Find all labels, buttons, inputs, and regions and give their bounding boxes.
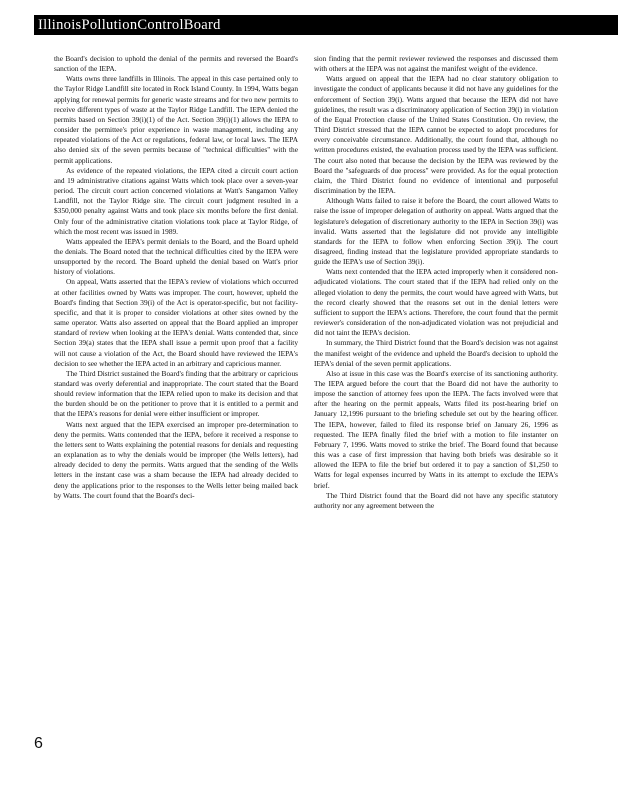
paragraph: the Board's decision to uphold the denial of the permits and reversed the Board's sanction of the IEPA.: [54, 54, 298, 74]
paragraph: The Third District found that the Board did not have any specific statutory authority nor any agreement between the: [314, 490, 558, 510]
paragraph: Watts next contended that the IEPA acted improperly when it considered non-adjudicated violations. The court stated that if the IEPA had relied only on the alleged violation to deny the permits, the court would have agreed with Watts, but the record clearly showed that the reasons set out in the denial letters were sufficient to support the IEPA's actions. Therefore, the court found that the permit reviewer's consideration of the non-adjudicated violation was not prejudicial and did not taint the IEPA's decision.: [314, 267, 558, 338]
paragraph: On appeal, Watts asserted that the IEPA's review of violations which occurred at other facilities owned by Watts was improper. The court, however, upheld the Board's finding that Section 39(i) of the Act is operator-specific, but not facility-specific, and that it is proper to consider violations at other sites owned by the same operator. Watts also asserted on appeal that the Board applied an improper standard of review when looking at the IEPA's denial. Watts contended that, since Section 39(a) states that the IEPA shall issue a permit upon proof that a facility will not cause a violation of the Act, the Board should have reviewed the IEPA's decision to see whether the IEPA acted in an arbitrary and capricious manner.: [54, 277, 298, 368]
paragraph: sion finding that the permit reviewer reviewed the responses and discussed them with others at the IEPA was not against the manifest weight of the evidence.: [314, 54, 558, 74]
paragraph: Watts next argued that the IEPA exercised an improper pre-determination to deny the permits. Watts contended that the IEPA, before it received a response to the letters sent to Watts explaining the potential reasons for denials and requesting an explanation as to why the denials would be improper (the Wells letters), had already decided to deny the permits. Watts argued that the sending of the Wells letters in the instant case was a sham because the IEPA had already decided to deny the applications prior to the responses to the Wells letter being mailed back by Watts. The court found that the Board's deci-: [54, 419, 298, 500]
paragraph: Although Watts failed to raise it before the Board, the court allowed Watts to raise the issue of improper delegation of authority on appeal. Watts argued that the legislature's delegation of discretionary authority to the IEPA in Section 39(i) was invalid. Watts asserted that the legislature did not provide any intelligible standards for the IEPA to follow when enforcing Section 39(i). The court disagreed, finding instead that the legislature provided appropriate standards to guide the IEPA's use of Section 39(i).: [314, 196, 558, 267]
paragraph: In summary, the Third District found that the Board's decision was not against the manifest weight of the evidence and upheld the Board's decision to uphold the IEPA's denial of the seven permit applications.: [314, 338, 558, 368]
paragraph: The Third District sustained the Board's finding that the arbitrary or capricious standard was overly deferential and inappropriate. The court stated that the Board should review information that the IEPA relied upon to make its decision and that the burden should be on the petitioner to prove that it is entitled to a permit and that the IEPA's reasons for denial were either insufficient or improper.: [54, 368, 298, 419]
newsletter-title: IllinoisPollutionControlBoard: [38, 17, 221, 33]
paragraph: Watts argued on appeal that the IEPA had no clear statutory obligation to investigate the conduct of applicants because it did not have any guidelines for the enforcement of Section 39(i). Watts argued that because the IEPA did not have guidelines, the result was a discriminatory application of Section 39(i) in violation of the Equal Protection clause of the United States Constitution. On review, the Third District stressed that the IEPA cannot be expected to adopt procedures for every conceivable circumstance. Additionally, the court found that, although no written procedures existed, the evaluation process used by the IEPA was sufficient. The court also noted that because the decision by the IEPA was reviewed by the Board the "safeguards of due process" were provided. As for the equal protection claim, the Third District found no evidence of intentional and purposeful discrimination by the IEPA.: [314, 74, 558, 196]
paragraph: Watts appealed the IEPA's permit denials to the Board, and the Board upheld the denials. The Board noted that the technical difficulties cited by the IEPA were unsupported by the record. The Board upheld the denial based on Watt's prior history of violations.: [54, 236, 298, 277]
paragraph: As evidence of the repeated violations, the IEPA cited a circuit court action and 19 administrative citations against Watts which took place over a seven-year period. The circuit court action concerned violations at Watt's Sangamon Valley Landfill, not the Taylor Ridge site. The circuit court judgment resulted in a $350,000 penalty against Watts and took place six months before the first denial. Only four of the administrative citation violations took place at Taylor Ridge, of which the most recent was issued in 1989.: [54, 165, 298, 236]
right-text-column: [314, 54, 558, 511]
page-number: 6: [34, 735, 43, 752]
header-bar: [34, 15, 618, 35]
left-text-column: [54, 54, 298, 501]
paragraph: Also at issue in this case was the Board's exercise of its sanctioning authority. The IEPA argued before the court that the Board did not have the authority to impose the sanction of attorney fees upon the IEPA. The facts involved were that after the hearing on the permit appeals, Watts filed its post-hearing brief on January 12,1996 pursuant to the briefing schedule set out by the hearing officer. The IEPA, however, failed to filed its response brief on January 26, 1996 as requested. The IEPA finally filed the brief with a motion to file instanter on February 7, 1996. Watts moved to strike the brief. The Board found that because this was a case of first impression that having both briefs was desirable so it allowed the IEPA to file the brief but ordered it to pay a sanction of $1,250 to Watts for legal expenses incurred by Watts in its attempt to exclude the IEPA's brief.: [314, 368, 558, 490]
paragraph: Watts owns three landfills in Illinois. The appeal in this case pertained only to the Taylor Ridge Landfill site located in Rock Island County. In 1994, Watts began applying for renewal permits for generic waste streams and for two new permits to receive different types of waste at the Taylor Ridge Landfill. The IEPA denied the permits based on Section 39(i)(1) of the Act. Section 39(i)(1) allows the IEPA to consider the permittee's prior experience in waste management, including any repeated violations of the Act or regulations, federal law, or local laws. The IEPA also denied six of the seven permits because of "technical difficulties" with the permit applications.: [54, 74, 298, 165]
